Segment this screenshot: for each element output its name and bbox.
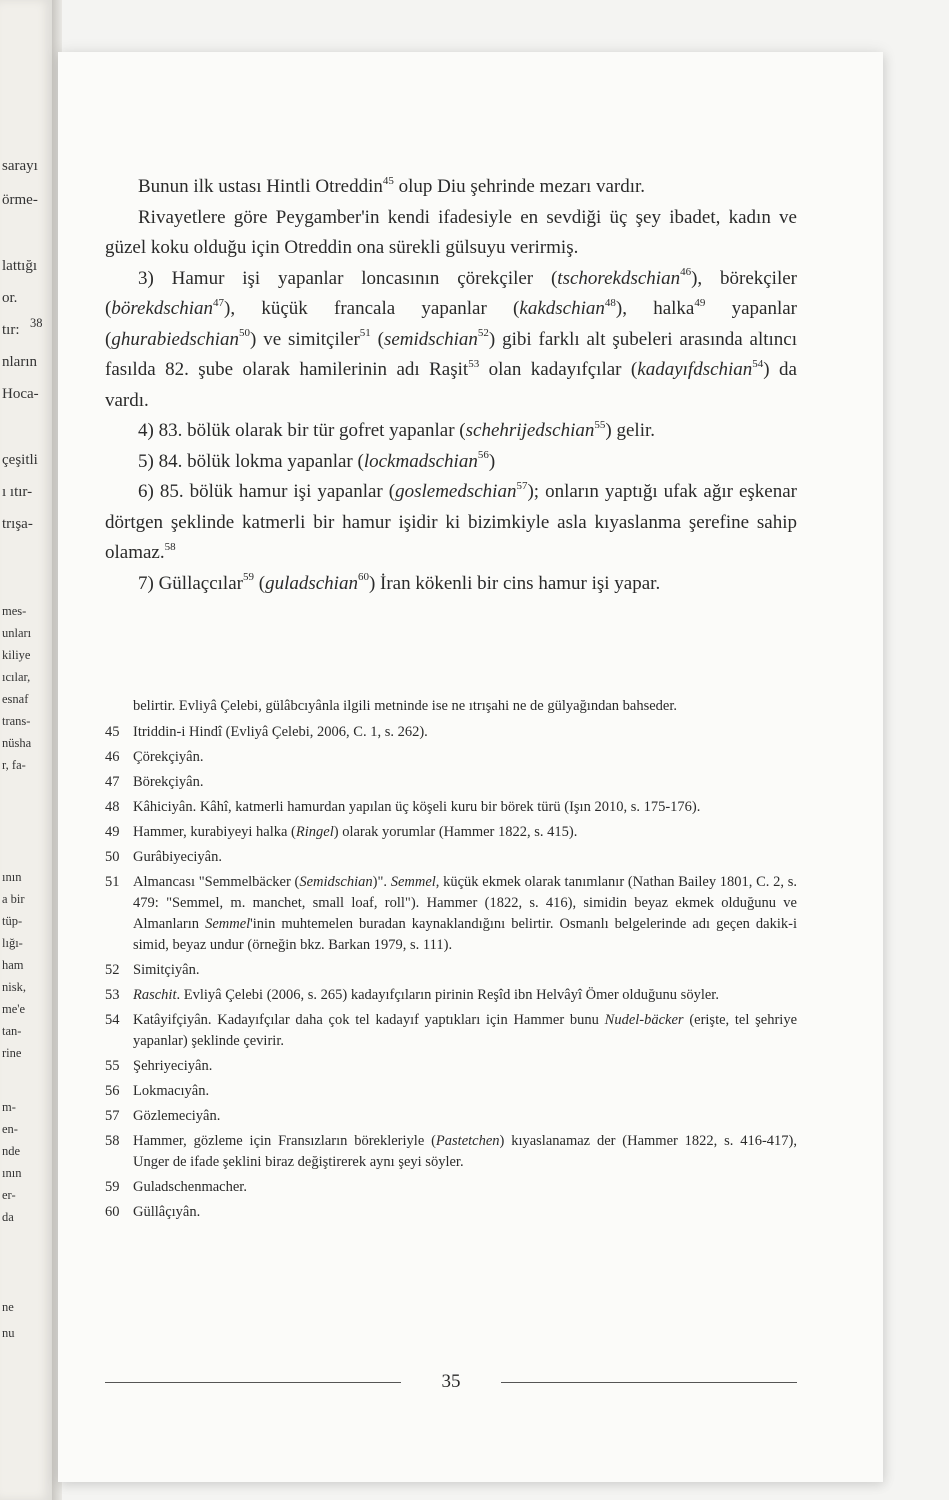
paragraph-2: Rivayetlere göre Peygamber'in kendi ifadesiyle en sevdiği üç şey ibadet, kadın ve güzel koku olduğu için Otreddin ona sürekli gülsuyu verirmiş.: [105, 206, 797, 258]
left-page-fragment: en-: [2, 1122, 18, 1136]
paragraph-6: 6) 85. bölük hamur işi yapanlar (goslemedschian$^{57}$); onların yaptığı ufak ağır eşkenar dörtgen şeklinde katmerli bir hamur işidir ki bizimkiyle asla kıyaslanma şerefine sahip olamaz.$^{58}$: [105, 479, 797, 563]
left-page-fragment: Hoca-: [2, 386, 39, 402]
left-page-fragment: or.: [2, 290, 18, 306]
left-page-fragment: da: [2, 1210, 14, 1224]
left-page-fragment: ıcılar,: [2, 670, 31, 684]
left-page-fragment: lattığı: [2, 258, 37, 274]
left-page-fragment: trışa-: [2, 516, 33, 532]
footnote-51: 51 Almancası "Semmelbäcker (Semidschian)". Semmel, küçük ekmek olarak tanımlanır (Nathan Bailey 1801, C. 2, s. 479: "Semmel, m. manchet, small loaf, roll"). Hammer (1822, s. 416), simidin beyaz ekmek olduğunu ve Almanların Semmel'inin muhtemelen buradan kaynaklandığını belirtir. Osmanlı belgelerinde adı geçen dakik-i simid, beyaz undur (örneğin bkz. Barkan 1979, s. 111).: [105, 874, 797, 953]
footnote-60: 60 Güllâçıyân.: [105, 1204, 201, 1220]
left-page-fragment: rine: [2, 1046, 22, 1060]
left-page-fragment: ham: [2, 958, 24, 972]
footnote-53: 53 Raschit. Evliyâ Çelebi (2006, s. 265) kadayıfçıların pirinin Reşîd ibn Helvâyî Ömer olduğunu söyler.: [105, 987, 719, 1003]
footnote-45: 45 Itriddin-i Hindî (Evliyâ Çelebi, 2006, C. 1, s. 262).: [105, 724, 428, 740]
left-page-fragment: nların: [2, 354, 37, 370]
left-page-fragment: ının: [2, 870, 22, 884]
left-page-fragment: nde: [2, 1144, 21, 1158]
footnote-55: 55 Şehriyeciyân.: [105, 1058, 213, 1074]
paragraph-5: 5) 84. bölük lokma yapanlar (lockmadschian$^{56}$): [138, 449, 496, 472]
left-page-fragment: nisk,: [2, 980, 26, 994]
footnote-54: 54 Katâyifçiyân. Kadayıfçılar daha çok tel kadayıf yaptıkları için Hammer bunu Nudel-bäcker (erişte, tel şehriye yapanlar) şeklinde çevirir.: [105, 1012, 798, 1049]
left-page-fragment: tır:: [2, 322, 20, 338]
left-page-fragment: r, fa-: [2, 758, 26, 772]
footer-rule-right: [501, 1382, 797, 1383]
footnote-57: 57 Gözlemeciyân.: [105, 1108, 221, 1124]
left-page-fragment: ne: [2, 1300, 14, 1314]
footnote-continuation: belirtir. Evliyâ Çelebi, gülâbcıyânla ilgili metninde ise ne ıtrışahi ne de gülyağından bahseder.: [133, 698, 678, 714]
book-page: [58, 52, 883, 1482]
footnotes: [105, 696, 797, 1227]
footnote-49: 49 Hammer, kurabiyeyi halka (Ringel) olarak yorumlar (Hammer 1822, s. 415).: [105, 824, 578, 840]
footnote-58: 58 Hammer, gözleme için Fransızların börekleriyle (Pastetchen) kıyaslanamaz der (Hammer 1822, s. 416-417), Unger de ifade şeklini biraz değiştirerek aynı şeyi söyler.: [105, 1133, 797, 1170]
footnote-46: 46 Çörekçiyân.: [105, 749, 204, 765]
left-page-fragment: m-: [2, 1100, 16, 1114]
paragraph-4: 4) 83. bölük olarak bir tür gofret yapanlar (schehrijedschian$^{55}$) gelir.: [138, 418, 656, 441]
left-page-fragment: 38: [30, 316, 43, 330]
left-page-fragment: unları: [2, 626, 32, 640]
page-number: 35: [441, 1371, 461, 1392]
footnote-47: 47 Börekçiyân.: [105, 774, 204, 790]
paragraph-1: Bunun ilk ustası Hintli Otreddin$^{45}$ olup Diu şehrinde mezarı vardır.: [138, 174, 646, 197]
left-page-fragment: nu: [2, 1326, 15, 1340]
footnote-52: 52 Simitçiyân.: [105, 962, 200, 978]
left-page-fragment: ı ıtır-: [2, 484, 33, 500]
page-footer: [105, 1370, 797, 1394]
left-page-fragment: sarayı: [2, 158, 38, 174]
footnote-56: 56 Lokmacıyân.: [105, 1083, 210, 1099]
left-page-fragment: ının: [2, 1166, 22, 1180]
left-facing-page: [0, 0, 52, 1500]
paragraph-3: 3) Hamur işi yapanlar loncasının çörekçiler (tschorekdschian$^{46}$), börekçiler (börekdschian$^{47}$), küçük francala yapanlar (kakdschian$^{48}$), halka$^{49}$ yapanlar (ghurabiedschian$^{50}$) ve simitçiler$^{51}$ (semidschian$^{52}$) gibi farklı alt şubeleri arasında altıncı fasılda 82. şube olarak hamilerinin adı Raşit$^{53}$ olan kadayıfçılar (kadayıfdschian$^{54}$) da vardı.: [105, 266, 797, 411]
left-page-fragment: çeşitli: [2, 452, 38, 468]
left-page-fragment: er-: [2, 1188, 16, 1202]
left-page-fragment: nüsha: [2, 736, 32, 750]
footnote-48: 48 Kâhiciyân. Kâhî, katmerli hamurdan yapılan üç köşeli kuru bir börek türü (Işın 2010, s. 175-176).: [105, 799, 701, 815]
paragraph-7: 7) Güllaçcılar$^{59}$ (guladschian$^{60}$) İran kökenli bir cins hamur işi yapar.: [138, 571, 661, 594]
footnote-59: 59 Guladschenmacher.: [105, 1179, 247, 1195]
left-page-fragment: me'e: [2, 1002, 26, 1016]
left-page-fragment: esnaf: [2, 692, 29, 706]
left-page-fragment: mes-: [2, 604, 27, 618]
left-page-fragment: a bir: [2, 892, 25, 906]
left-page-fragment: lığı-: [2, 936, 23, 950]
main-text: [105, 172, 797, 599]
left-page-fragment: tan-: [2, 1024, 22, 1038]
left-page-fragment: örme-: [2, 192, 38, 208]
footnote-50: 50 Gurâbiyeciyân.: [105, 849, 222, 865]
footer-rule-left: [105, 1382, 401, 1383]
left-page-fragment: trans-: [2, 714, 31, 728]
left-page-fragment: tüp-: [2, 914, 23, 928]
left-page-fragment: kiliye: [2, 648, 31, 662]
